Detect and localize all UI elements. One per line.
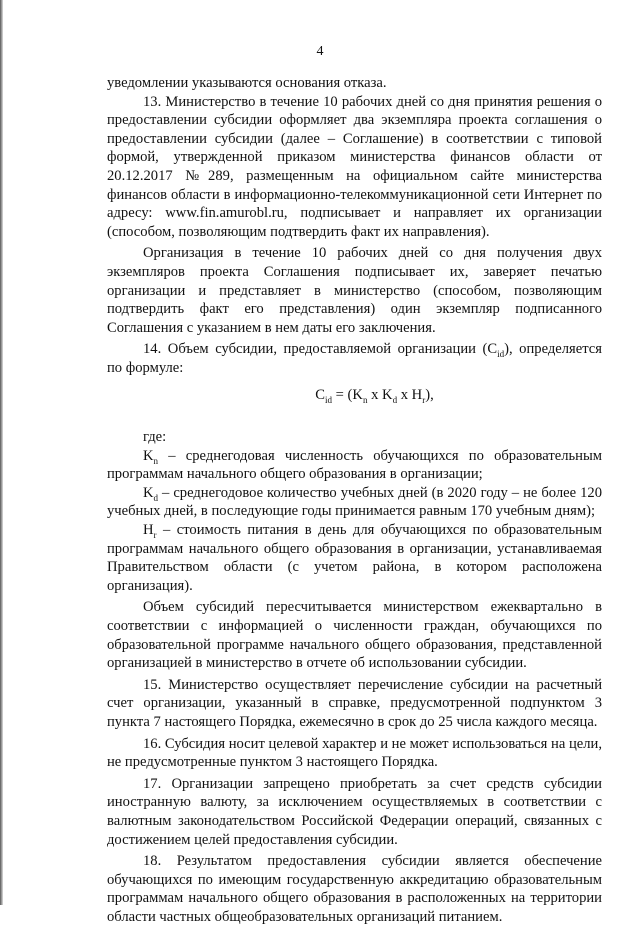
formula-h-sub: r (422, 394, 426, 405)
formula-k1-sub: n (362, 394, 368, 405)
paragraph-13: 13. Министерство в течение 10 рабочих дней со дня принятия решения о предоставлении субсидии оформляет два экземпляра проекта соглашения о предоставлении субсидии (далее – Соглашение) в соответствии с типовой формой, утвержденной приказом министерства финансов области от 20.12.2017 №289, размещенным на официальном сайте министерства финансов области в информационно-телекоммуникационной сети Интернет по адресу: www.fin.amurobl.ru, подписывает и направляет их организации (способом, позволяющим подтвердить факт их направления). (107, 93, 602, 240)
paragraph-17: 17. Организации запрещено приобретать за счет средств субсидии иностранную валюту, за исключением осуществляемых в соответствии с валютным законодательством Российской Федерации операций, связанных с достижением целей предоставления субсидии. (107, 775, 602, 848)
page-number: 4 (316, 44, 324, 59)
formula-h: x H (397, 386, 423, 403)
hr-text: – стоимость питания в день для обучающихся по образовательным программам начального общего образования в организации, устанавливаемая Правительством области (с учетом района, в котором расположена организация). (107, 522, 602, 594)
definition-hr (107, 521, 602, 595)
p14-start: 14. Объем субсидии, предоставляемой организации (C (143, 341, 498, 358)
paragraph-continuation: уведомлении указываются основания отказа. (107, 75, 387, 91)
formula-end: ), (425, 386, 434, 403)
document-body (107, 74, 602, 927)
kn-subscript: n (153, 455, 159, 466)
p14-end: ), определяется по формуле: (107, 341, 602, 376)
kd-text: – среднегодовое количество учебных дней (в 2020 году – не более 120 учебных дней, в последующие годы принимается равным 170 учебным дням); (107, 484, 602, 520)
formula-c-sub: id (324, 394, 332, 405)
formula-k2-sub: d (392, 394, 398, 405)
p14-subscript: id (497, 349, 505, 360)
paragraph-14 (107, 340, 602, 377)
kd-symbol: K (143, 484, 154, 501)
definition-kn (107, 447, 602, 484)
paragraph-15: 15. Министерство осуществляет перечисление субсидии на расчетный счет организации, указанный в справке, предусмотренной подпунктом 3 пункта 7 настоящего Порядка, ежемесячно в срок до 25 числа каждого месяца. (107, 676, 602, 730)
subsidy-formula (107, 386, 602, 405)
definition-kd (107, 484, 602, 521)
paragraph-recalculation: Объем субсидий пересчитывается министерством ежеквартально в соответствии с информацией о численности граждан, обучающихся по образовательной программе начального общего образования, представленной организацией в министерство в отчете об использовании субсидии. (107, 599, 602, 672)
hr-symbol: H (143, 522, 154, 539)
formula-k1: = (K (332, 386, 363, 403)
formula-c: C (315, 386, 325, 403)
where-label: где: (143, 429, 167, 446)
kd-subscript: d (153, 492, 159, 503)
paragraph-18: 18. Результатом предоставления субсидии является обеспечение обучающихся по имеющим государственную аккредитацию образовательным программам начального общего образования в расположенных на территории области частных общеобразовательных организаций питанием. (107, 853, 602, 925)
kn-text: – среднегодовая численность обучающихся по образовательным программам начального общего образования в организации; (107, 447, 602, 483)
formula-k2: x K (367, 386, 393, 403)
scan-edge (0, 0, 3, 905)
kn-symbol: K (143, 447, 154, 464)
paragraph-13-organization: Организация в течение 10 рабочих дней со дня получения двух экземпляров проекта Соглашения подписывает их, заверяет печатью организации и представляет в министерство (способом, позволяющим подтвердить факт его представления) один экземпляр подписанного Соглашения с указанием в нем даты его заключения. (107, 245, 602, 336)
paragraph-16: 16. Субсидия носит целевой характер и не может использоваться на цели, не предусмотренные пунктом 3 настоящего Порядка. (107, 735, 602, 771)
hr-subscript: r (153, 529, 157, 540)
